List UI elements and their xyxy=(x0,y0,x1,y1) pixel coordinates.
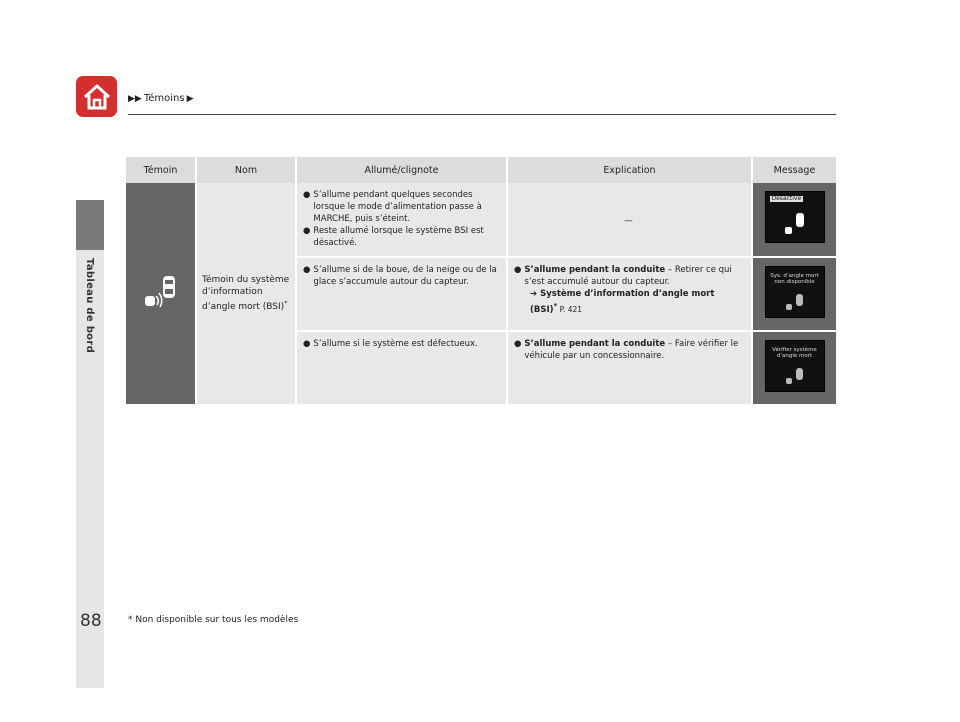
bsi-indicator-cell xyxy=(126,183,196,405)
indicator-name: Témoin du système d’information d’angle mort (BSI)* xyxy=(196,183,296,405)
when-cell: ● S’allume pendant quelques secondes lorsque le mode d’alimentation passe à MARCHE, puis s’éteint. ● Reste allumé lorsque le système BSI est désactivé. xyxy=(296,183,507,257)
message-screen: Sys. d’angle mort non disponible xyxy=(765,266,825,318)
home-button[interactable] xyxy=(76,76,117,117)
message-screen: Désactivé xyxy=(765,191,825,243)
explanation-cell: ● S’allume pendant la conduite – Retirer ce qui s’est accumulé autour du capteur. ➔ Système d’information d’angle mort (BSI)* P. 421 xyxy=(507,257,752,331)
table-header-row xyxy=(126,157,837,183)
message-cell xyxy=(752,257,837,331)
message-screen: Vérifier système d’angle mort xyxy=(765,340,825,392)
column-header: Nom xyxy=(196,157,296,183)
breadcrumb xyxy=(128,93,194,104)
column-header: Témoin xyxy=(126,157,196,183)
page-number: 88 xyxy=(80,611,102,631)
bsi-car-icon xyxy=(782,211,810,239)
column-header: Explication xyxy=(507,157,752,183)
bullet-icon: ● xyxy=(514,265,522,275)
breadcrumb-arrow-icon: ▶▶ xyxy=(128,93,142,104)
explanation-cell: — xyxy=(507,183,752,257)
bullet-icon: ● xyxy=(303,339,311,349)
column-header: Allumé/clignote xyxy=(296,157,507,183)
breadcrumb-arrow-icon: ▶ xyxy=(186,93,194,104)
reference-arrow-icon: ➔ xyxy=(530,289,538,299)
message-cell xyxy=(752,183,837,257)
when-cell: ● S’allume si le système est défectueux. xyxy=(296,331,507,405)
bullet-icon: ● xyxy=(514,339,522,349)
table-row xyxy=(126,183,837,257)
message-cell xyxy=(752,331,837,405)
indicator-table xyxy=(126,157,838,406)
blind-spot-indicator-icon xyxy=(141,272,181,312)
breadcrumb-item[interactable]: Témoins xyxy=(143,93,185,104)
footnote: * Non disponible sur tous les modèles xyxy=(128,615,299,625)
bullet-icon: ● xyxy=(303,265,311,275)
page-reference-link[interactable]: ➔ Système d’information d’angle mort (BSI)* P. 421 xyxy=(530,289,715,315)
bullet-icon: ● xyxy=(303,190,311,200)
bsi-car-icon xyxy=(782,288,810,314)
bsi-car-icon xyxy=(782,362,810,388)
explanation-cell: ● S’allume pendant la conduite – Faire vérifier le véhicule par un concessionnaire. xyxy=(507,331,752,405)
sidebar-tab xyxy=(76,200,104,250)
when-cell: ● S’allume si de la boue, de la neige ou de la glace s’accumule autour du capteur. xyxy=(296,257,507,331)
home-icon xyxy=(82,83,112,111)
sidebar-section-label: Tableau de bord xyxy=(84,258,95,354)
header-divider xyxy=(128,114,836,115)
column-header: Message xyxy=(752,157,837,183)
footnote-marker: * xyxy=(284,300,288,307)
bullet-icon: ● xyxy=(303,226,311,236)
